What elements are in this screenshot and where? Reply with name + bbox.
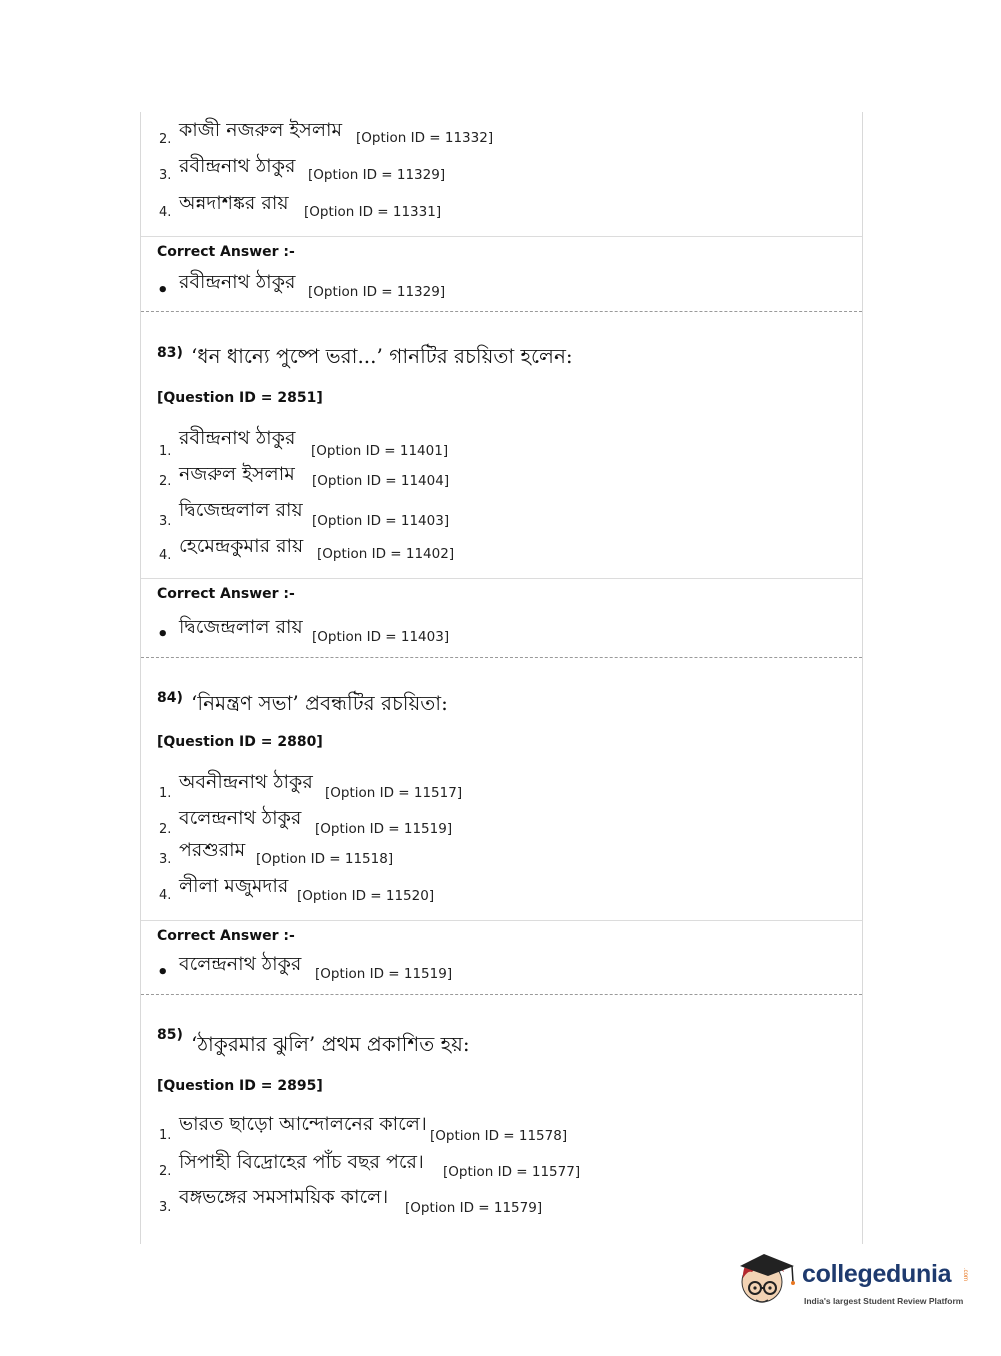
option-id: [Option ID = 11332]: [356, 130, 494, 146]
option-text: অবনীন্দ্রনাথ ঠাকুর: [179, 771, 313, 793]
option-number: 3.: [159, 1200, 172, 1215]
option-id: [Option ID = 11331]: [304, 204, 442, 220]
correct-answer-option-id: [Option ID = 11403]: [312, 629, 450, 645]
question-text: ‘নিমন্ত্রণ সভা’ প্রবন্ধটির রচয়িতা:: [191, 691, 448, 715]
question-separator: [141, 657, 862, 658]
question-text: ‘ঠাকুরমার ঝুলি’ প্রথম প্রকাশিত হয়:: [191, 1032, 470, 1056]
option-number: 2.: [159, 132, 172, 147]
answer-bullet: •: [157, 280, 169, 301]
option-text: পরশুরাম: [179, 839, 246, 861]
divider: [141, 920, 862, 921]
question-separator: [141, 994, 862, 995]
option-number: 2.: [159, 1164, 172, 1179]
option-text: সিপাহী বিদ্রোহের পাঁচ বছর পরে।: [179, 1151, 424, 1173]
logo-wordmark: collegedunia: [802, 1260, 952, 1288]
correct-answer-option-id: [Option ID = 11329]: [308, 284, 446, 300]
option-text: ভারত ছাড়ো আন্দোলনের কালে।: [179, 1113, 427, 1135]
option-id: [Option ID = 11404]: [312, 473, 450, 489]
option-text: হেমেন্দ্রকুমার রায়: [179, 535, 304, 557]
option-text: নজরুল ইসলাম: [179, 463, 295, 485]
answer-bullet: •: [157, 962, 169, 983]
option-id: [Option ID = 11577]: [443, 1164, 581, 1180]
option-id: [Option ID = 11578]: [430, 1128, 568, 1144]
option-id: [Option ID = 11518]: [256, 851, 394, 867]
correct-answer-text: দ্বিজেন্দ্রলাল রায়: [179, 616, 303, 638]
option-text: বলেন্দ্রনাথ ঠাকুর: [179, 807, 302, 829]
option-id: [Option ID = 11519]: [315, 821, 453, 837]
question-id: [Question ID = 2851]: [157, 390, 323, 406]
option-text: লীলা মজুমদার: [179, 875, 289, 897]
correct-answer-option-id: [Option ID = 11519]: [315, 966, 453, 982]
logo-tagline: India's largest Student Review Platform: [804, 1296, 964, 1306]
divider: [141, 578, 862, 579]
mascot-icon: [738, 1248, 800, 1312]
option-text: অন্নদাশঙ্কর রায়: [179, 192, 289, 214]
correct-answer-label: Correct Answer :-: [157, 928, 295, 944]
question-id: [Question ID = 2895]: [157, 1078, 323, 1094]
option-number: 4.: [159, 205, 172, 220]
question-id: [Question ID = 2880]: [157, 734, 323, 750]
option-id: [Option ID = 11517]: [325, 785, 463, 801]
option-number: 1.: [159, 786, 172, 801]
question-number: 83): [157, 345, 183, 361]
question-text: ‘ধন ধান্যে পুষ্পে ভরা...’ গানটির রচয়িতা হলেন:: [191, 344, 573, 368]
option-text: বঙ্গভঙ্গের সমসাময়িক কালে।: [179, 1186, 389, 1208]
option-number: 1.: [159, 444, 172, 459]
correct-answer-text: রবীন্দ্রনাথ ঠাকুর: [179, 271, 296, 293]
option-text: রবীন্দ্রনাথ ঠাকুর: [179, 155, 296, 177]
option-id: [Option ID = 11402]: [317, 546, 455, 562]
option-number: 2.: [159, 822, 172, 837]
option-text: দ্বিজেন্দ্রলাল রায়: [179, 499, 303, 521]
correct-answer-label: Correct Answer :-: [157, 586, 295, 602]
option-text: রবীন্দ্রনাথ ঠাকুর: [179, 427, 296, 449]
option-number: 2.: [159, 474, 172, 489]
correct-answer-text: বলেন্দ্রনাথ ঠাকুর: [179, 953, 302, 975]
option-text: কাজী নজরুল ইসলাম: [179, 119, 343, 141]
answer-bullet: •: [157, 624, 169, 645]
option-number: 4.: [159, 548, 172, 563]
logo-dotcom: .com: [962, 1268, 968, 1282]
question-separator: [141, 311, 862, 312]
option-id: [Option ID = 11520]: [297, 888, 435, 904]
correct-answer-label: Correct Answer :-: [157, 244, 295, 260]
option-id: [Option ID = 11329]: [308, 167, 446, 183]
divider: [141, 236, 862, 237]
option-id: [Option ID = 11579]: [405, 1200, 543, 1216]
option-id: [Option ID = 11403]: [312, 513, 450, 529]
option-number: 4.: [159, 888, 172, 903]
option-number: 3.: [159, 168, 172, 183]
question-number: 84): [157, 690, 183, 706]
collegedunia-logo[interactable]: [738, 1246, 970, 1316]
option-id: [Option ID = 11401]: [311, 443, 449, 459]
option-number: 3.: [159, 514, 172, 529]
question-number: 85): [157, 1027, 183, 1043]
option-number: 3.: [159, 852, 172, 867]
question-paper-sheet: [140, 112, 863, 1244]
option-number: 1.: [159, 1128, 172, 1143]
